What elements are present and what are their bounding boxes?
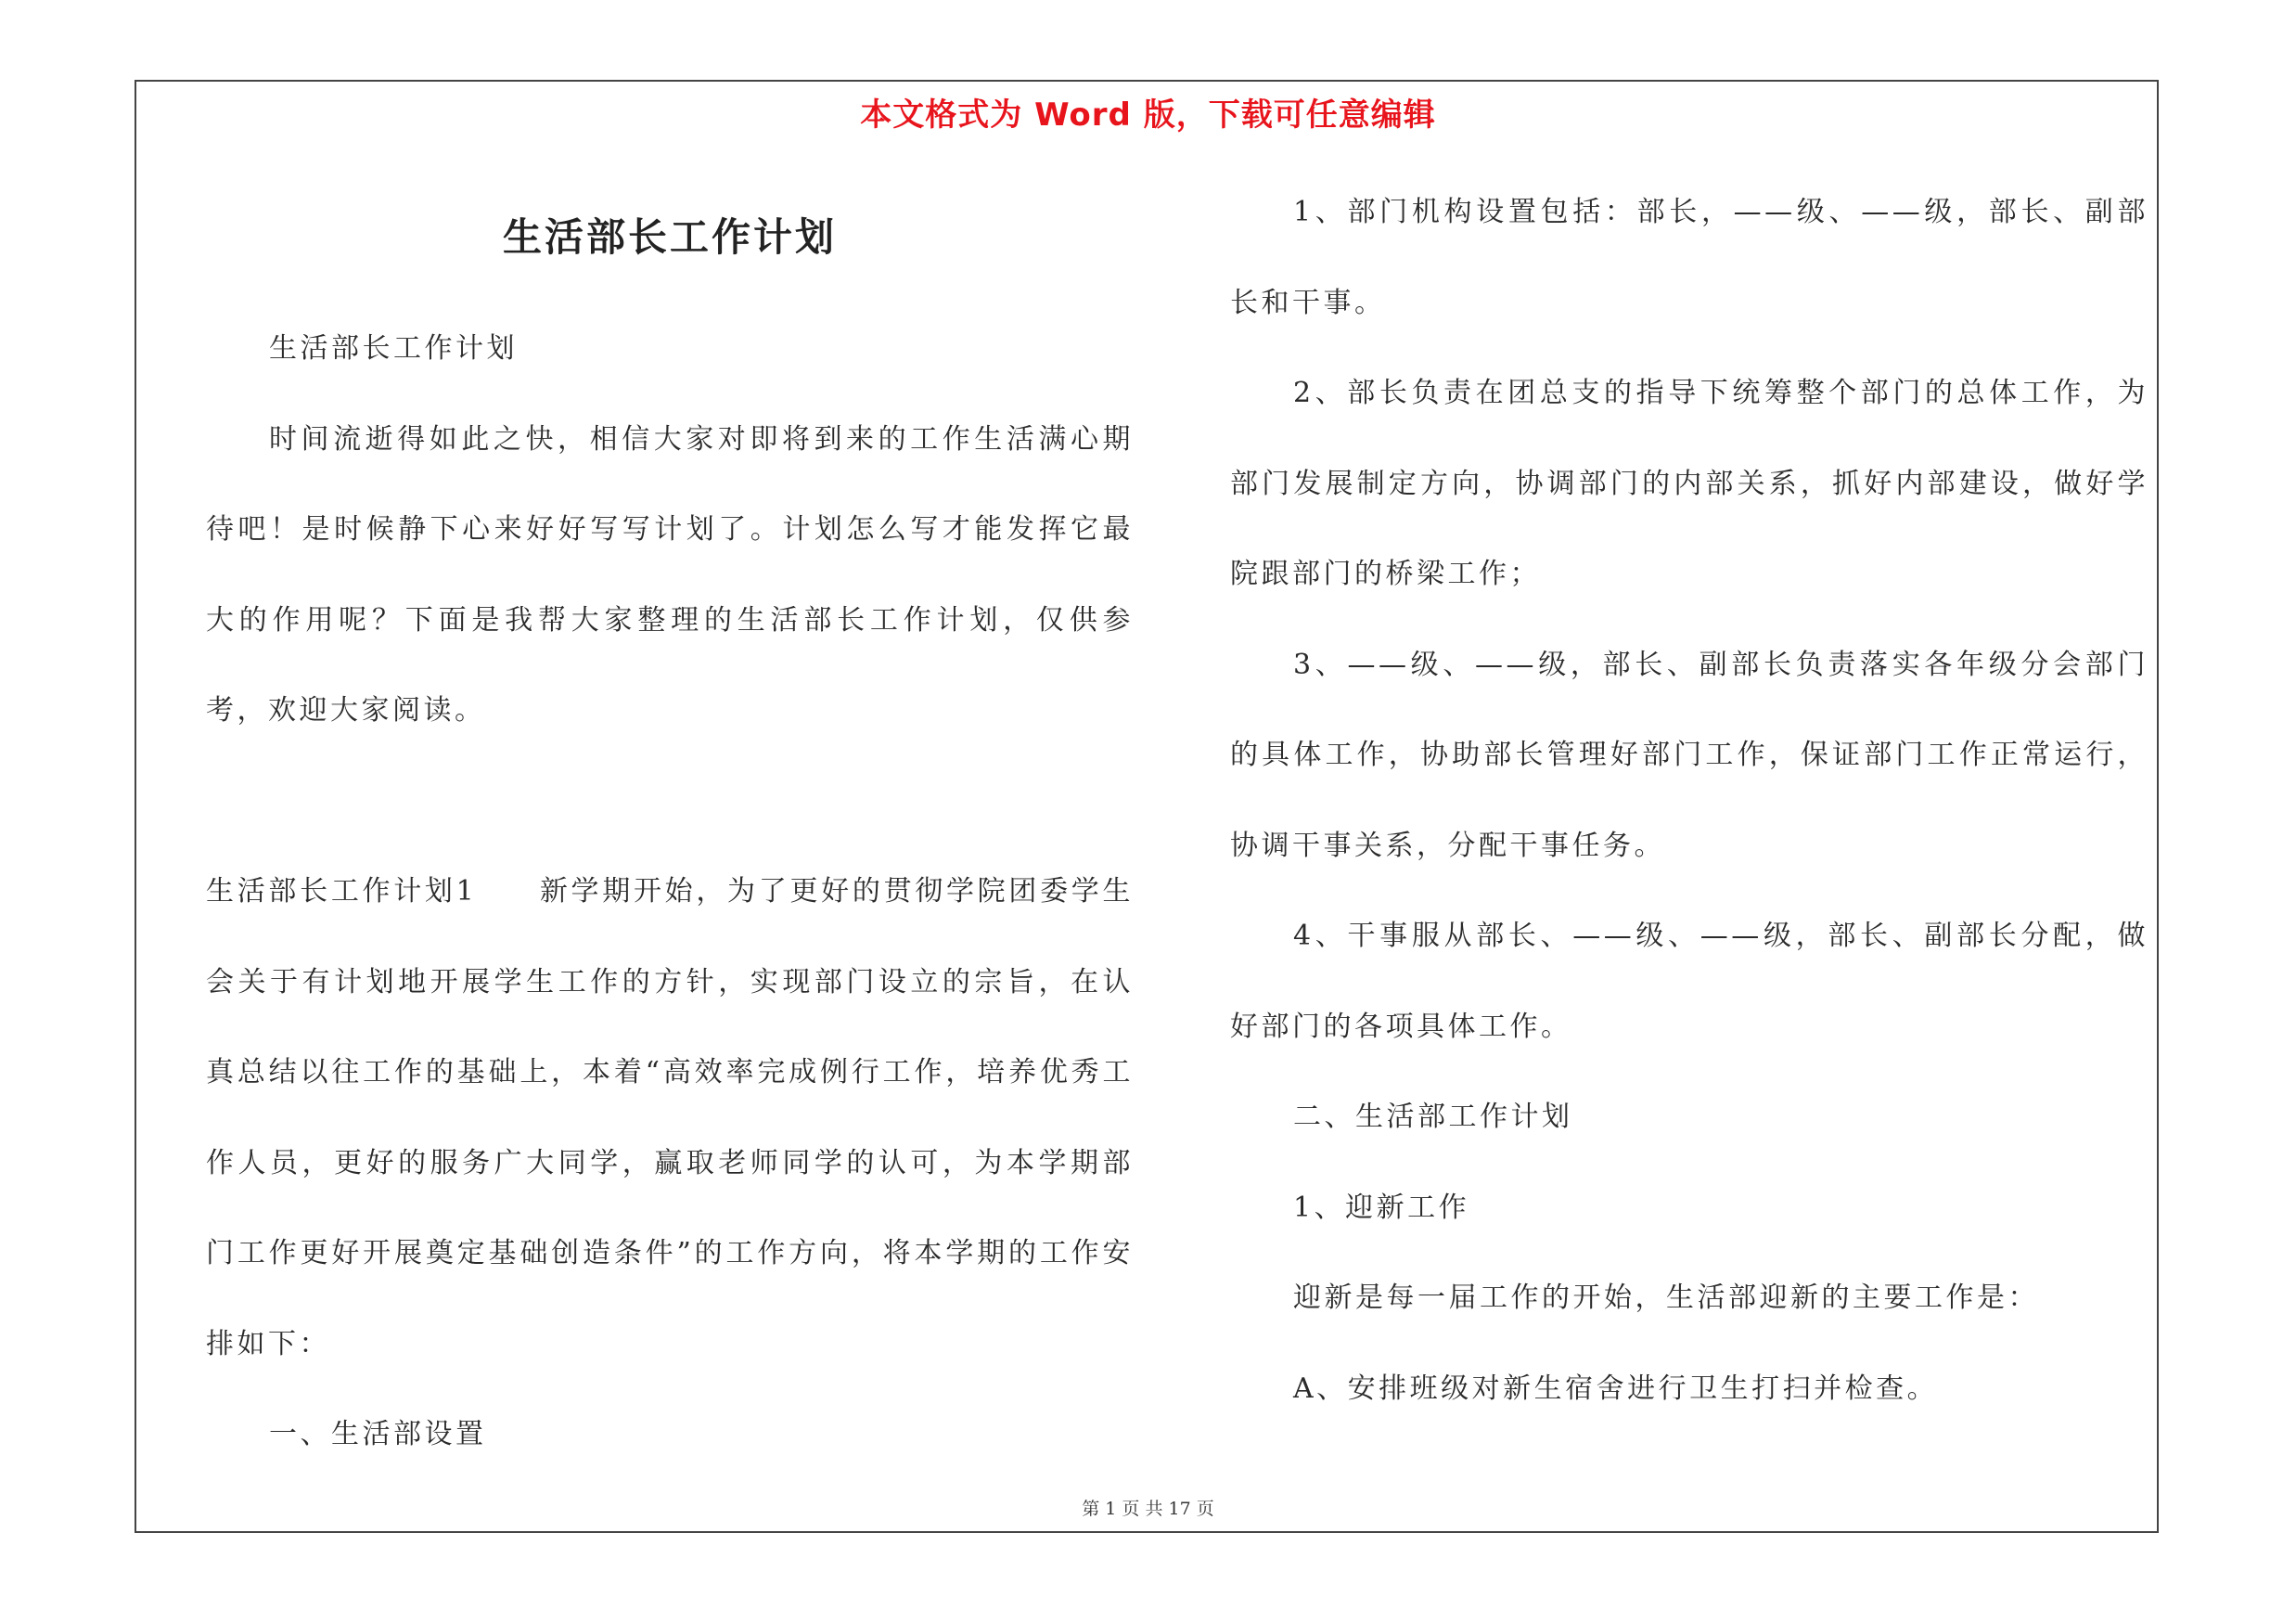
paragraph-vice-duty: 3、——级、——级，部长、副部长负责落实各年级分会部门的具体工作，协助部长管理好部门工作，保证部门工作正常运行，协调干事关系，分配干事任务。 xyxy=(1230,648,2148,862)
paragraph-welcome-heading: 1、迎新工作 xyxy=(1293,1191,1470,1224)
paragraph-plan-1: 生活部长工作计划1 新学期开始，为了更好的贯彻学院团委学生会关于有计划地开展学生工作的方针，实现部门设立的宗旨，在认真总结以往工作的基础上，本着“高效率完成例行工作，培养优秀工作人员，更好的服务广大同学，赢取老师同学的认可，为本学期部门工作更好开展奠定基础创造条件”的工作方向，将本学期的工作安排如下： xyxy=(206,875,1134,1360)
paragraph-intro: 时间流逝得如此之快，相信大家对即将到来的工作生活满心期待吧！是时候静下心来好好写写计划了。计划怎么写才能发挥它最大的作用呢？下面是我帮大家整理的生活部长工作计划，仅供参考，欢迎大家阅读。 xyxy=(206,422,1134,727)
paragraph-staff-duty: 4、干事服从部长、——级、——级，部长、副部长分配，做好部门的各项具体工作。 xyxy=(1230,920,2148,1043)
paragraph-section-1: 一、生活部设置 xyxy=(269,1418,487,1450)
left-column xyxy=(206,303,1134,1480)
paragraph-subtitle: 生活部长工作计划 xyxy=(269,332,518,365)
paragraph-structure: 1、部门机构设置包括：部长，——级、——级，部长、副部长和干事。 xyxy=(1230,196,2148,319)
format-banner: 本文格式为 Word 版，下载可任意编辑 xyxy=(860,97,1436,134)
blank-line xyxy=(206,756,1134,847)
document-title: 生活部长工作计划 xyxy=(502,214,837,260)
paragraph-minister-duty: 2、部长负责在团总支的指导下统筹整个部门的总体工作，为部门发展制定方向，协调部门的内部关系，抓好内部建设，做好学院跟部门的桥梁工作； xyxy=(1230,377,2148,590)
paragraph-welcome-desc: 迎新是每一届工作的开始，生活部迎新的主要工作是： xyxy=(1293,1282,2039,1314)
paragraph-section-2: 二、生活部工作计划 xyxy=(1293,1101,1573,1133)
paragraph-welcome-a: A、安排班级对新生宿舍进行卫生打扫并检查。 xyxy=(1293,1372,1939,1405)
page-number: 第 1 页 共 17 页 xyxy=(1082,1499,1214,1519)
right-column xyxy=(1230,167,2148,1434)
